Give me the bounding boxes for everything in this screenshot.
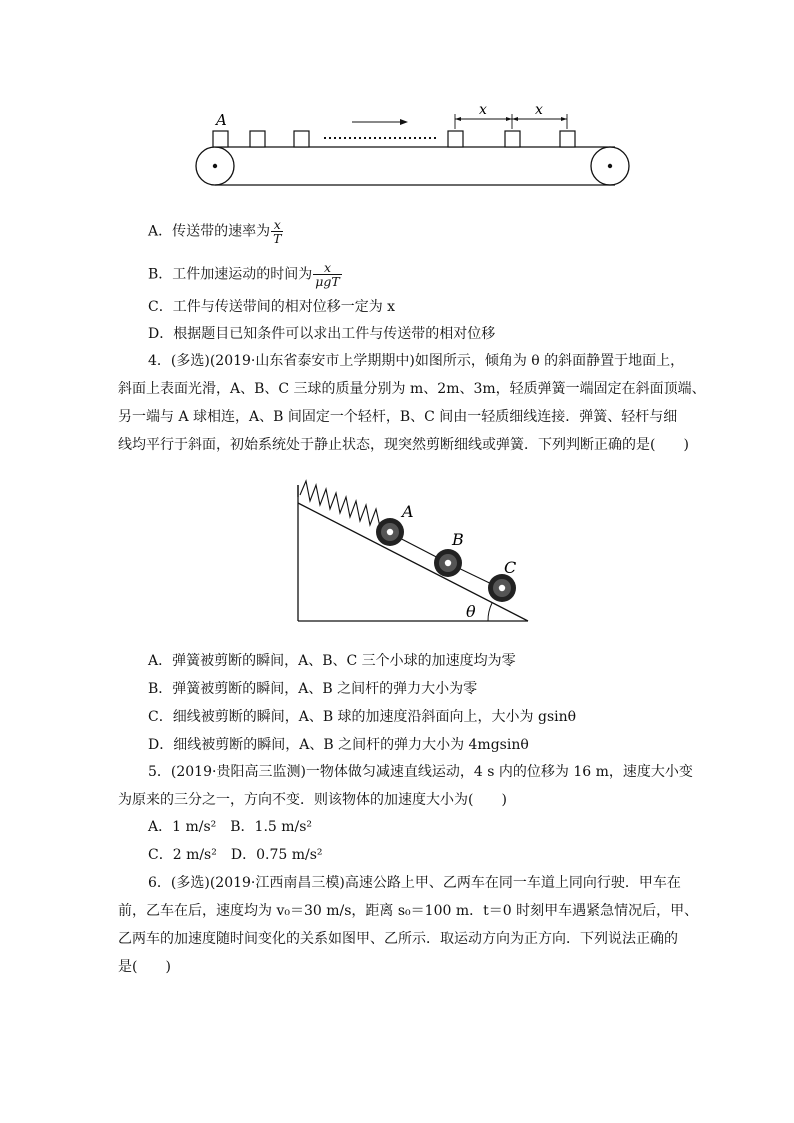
q3-option-b: B．工件加速运动的时间为 $\frac{x}{\text{μgT}}$ [148, 260, 340, 289]
q4-stem-line-4: 线均平行于斜面，初始系统处于静止状态，现突然剪断细线或弹簧．下列判断正确的是( ) [118, 437, 689, 453]
q4-option-a: A．弹簧被剪断的瞬间，A、B、C 三个小球的加速度均为零 [148, 653, 516, 669]
q6-stem-line-1: 6．(多选)(2019·江西南昌三模)高速公路上甲、乙两车在同一车道上同向行驶．甲车在 [148, 875, 681, 891]
ball-b [434, 549, 462, 577]
label-x-1: x [479, 105, 487, 118]
angle-label: θ [466, 602, 476, 621]
q4-stem-line-3: 另一端与 A 球相连，A、B 间固定一个轻杆，B、C 间由一轻质细线连接．弹簧、轻杆与细 [118, 409, 678, 425]
ball-c-label: C [504, 558, 517, 577]
q4-stem-line-2: 斜面上表面光滑，A、B、C 三球的质量分别为 m、2m、3m，轻质弹簧一端固定在斜面顶端、 [118, 381, 706, 397]
ball-a [376, 518, 404, 546]
angle-arc [488, 603, 492, 621]
ball-a-label: A [402, 502, 414, 521]
label-x-2: x [535, 105, 543, 118]
q3-option-d: D．根据题目已知条件可以求出工件与传送带的相对位移 [148, 326, 496, 342]
q4-option-d: D．细线被剪断的瞬间，A、B 之间杆的弹力大小为 4mgsinθ [148, 737, 529, 753]
fraction-x-over-t: $\frac{x}{T}$ [273, 217, 282, 246]
fraction-x-over-mugt: $\frac{x}{\text{μgT}}$ [315, 260, 340, 289]
q5-stem-line-1: 5．(2019·贵阳高三监测)一物体做匀减速直线运动，4 s 内的位移为 16 m，速度大小变 [148, 764, 693, 780]
q6-stem-line-2: 前，乙车在后，速度均为 v₀＝30 m/s，距离 s₀＝100 m．t＝0 时刻甲车遇紧急情况后，甲、 [118, 903, 699, 919]
incline-figure [290, 475, 540, 630]
q3-option-a: A．传送带的速率为 $\frac{x}{T}$ [148, 217, 282, 246]
spring [300, 481, 380, 527]
q5-stem-line-2: 为原来的三分之一，方向不变．则该物体的加速度大小为( ) [118, 792, 507, 808]
conveyor-figure [190, 105, 640, 190]
q6-stem-line-3: 乙两车的加速度随时间变化的关系如图甲、乙所示．取运动方向为正方向．下列说法正确的 [118, 931, 678, 947]
q5-options-cd: C．2 m/s² D．0.75 m/s² [148, 847, 323, 863]
q3-option-c: C．工件与传送带间的相对位移一定为 x [148, 299, 396, 315]
q4-option-c: C．细线被剪断的瞬间，A、B 球的加速度沿斜面向上，大小为 gsinθ [148, 709, 577, 725]
q6-stem-line-4: 是( ) [118, 959, 171, 975]
q5-options-ab: A．1 m/s² B．1.5 m/s² [148, 819, 313, 835]
ball-c [488, 574, 516, 602]
q4-stem-line-1: 4．(多选)(2019·山东省泰安市上学期期中)如图所示，倾角为 θ 的斜面静置于地面上， [148, 353, 685, 369]
label-a: A [216, 111, 227, 129]
ball-b-label: B [452, 530, 464, 549]
workpiece-a [213, 131, 228, 147]
q4-option-b: B．弹簧被剪断的瞬间，A、B 之间杆的弹力大小为零 [148, 681, 478, 697]
